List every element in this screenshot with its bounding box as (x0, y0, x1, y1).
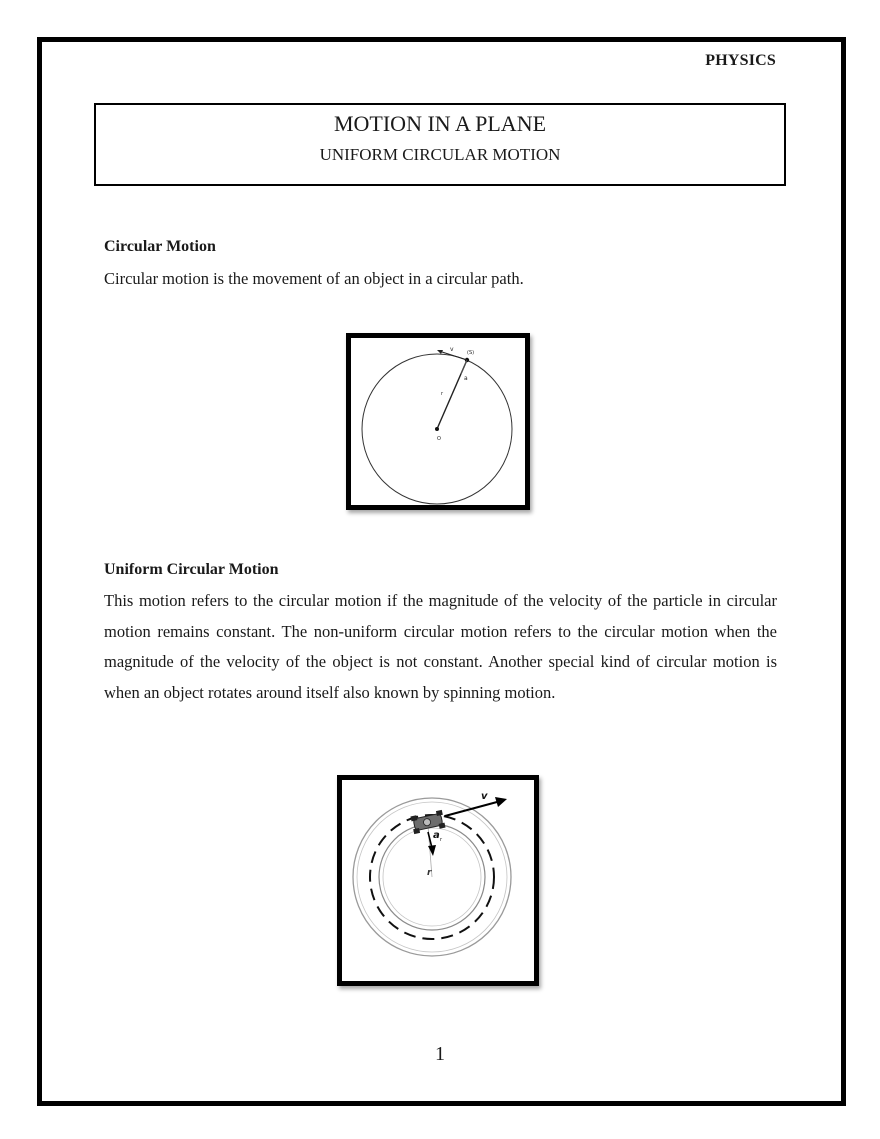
section-heading-uniform-circular-motion: Uniform Circular Motion (104, 561, 279, 578)
radius-label: r (441, 391, 444, 397)
page-number: 1 (435, 1043, 445, 1065)
section-heading-circular-motion: Circular Motion (104, 238, 216, 255)
velocity-label: v (481, 791, 488, 802)
section-body-uniform-circular-motion: This motion refers to the circular motion if the magnitude of the velocity of the particle in circular motion remains constant. The non-uniform circular motion refers to the circular motion when the magnitude of the velocity of the object is not constant. Another special kind of circular motion is when an object rotates around itself also known by spinning motion. (104, 591, 777, 702)
velocity-arrowhead (495, 797, 507, 807)
section-body-circular-motion: Circular motion is the movement of an object in a circular path. (104, 269, 524, 288)
acceleration-subscript: r (440, 837, 443, 843)
page-subtitle: UNIFORM CIRCULAR MOTION (319, 145, 561, 164)
center-point (435, 427, 439, 431)
position-label: (S) (467, 350, 475, 356)
header-subject: PHYSICS (705, 52, 776, 69)
radius-label: r (427, 868, 432, 878)
acceleration-arrowhead (428, 845, 436, 856)
velocity-label: v (450, 346, 454, 353)
title-box (94, 103, 786, 186)
race-track-diagram (342, 780, 534, 981)
center-label: O (437, 436, 441, 442)
acceleration-label: a (433, 830, 440, 841)
circular-motion-diagram (351, 338, 525, 505)
circular-motion-figure (346, 333, 530, 510)
acceleration-label: a (464, 375, 468, 382)
page-title: MOTION IN A PLANE (333, 111, 547, 136)
acceleration-vector (461, 360, 467, 374)
uniform-circular-motion-figure (337, 775, 539, 986)
velocity-vector (445, 802, 497, 816)
